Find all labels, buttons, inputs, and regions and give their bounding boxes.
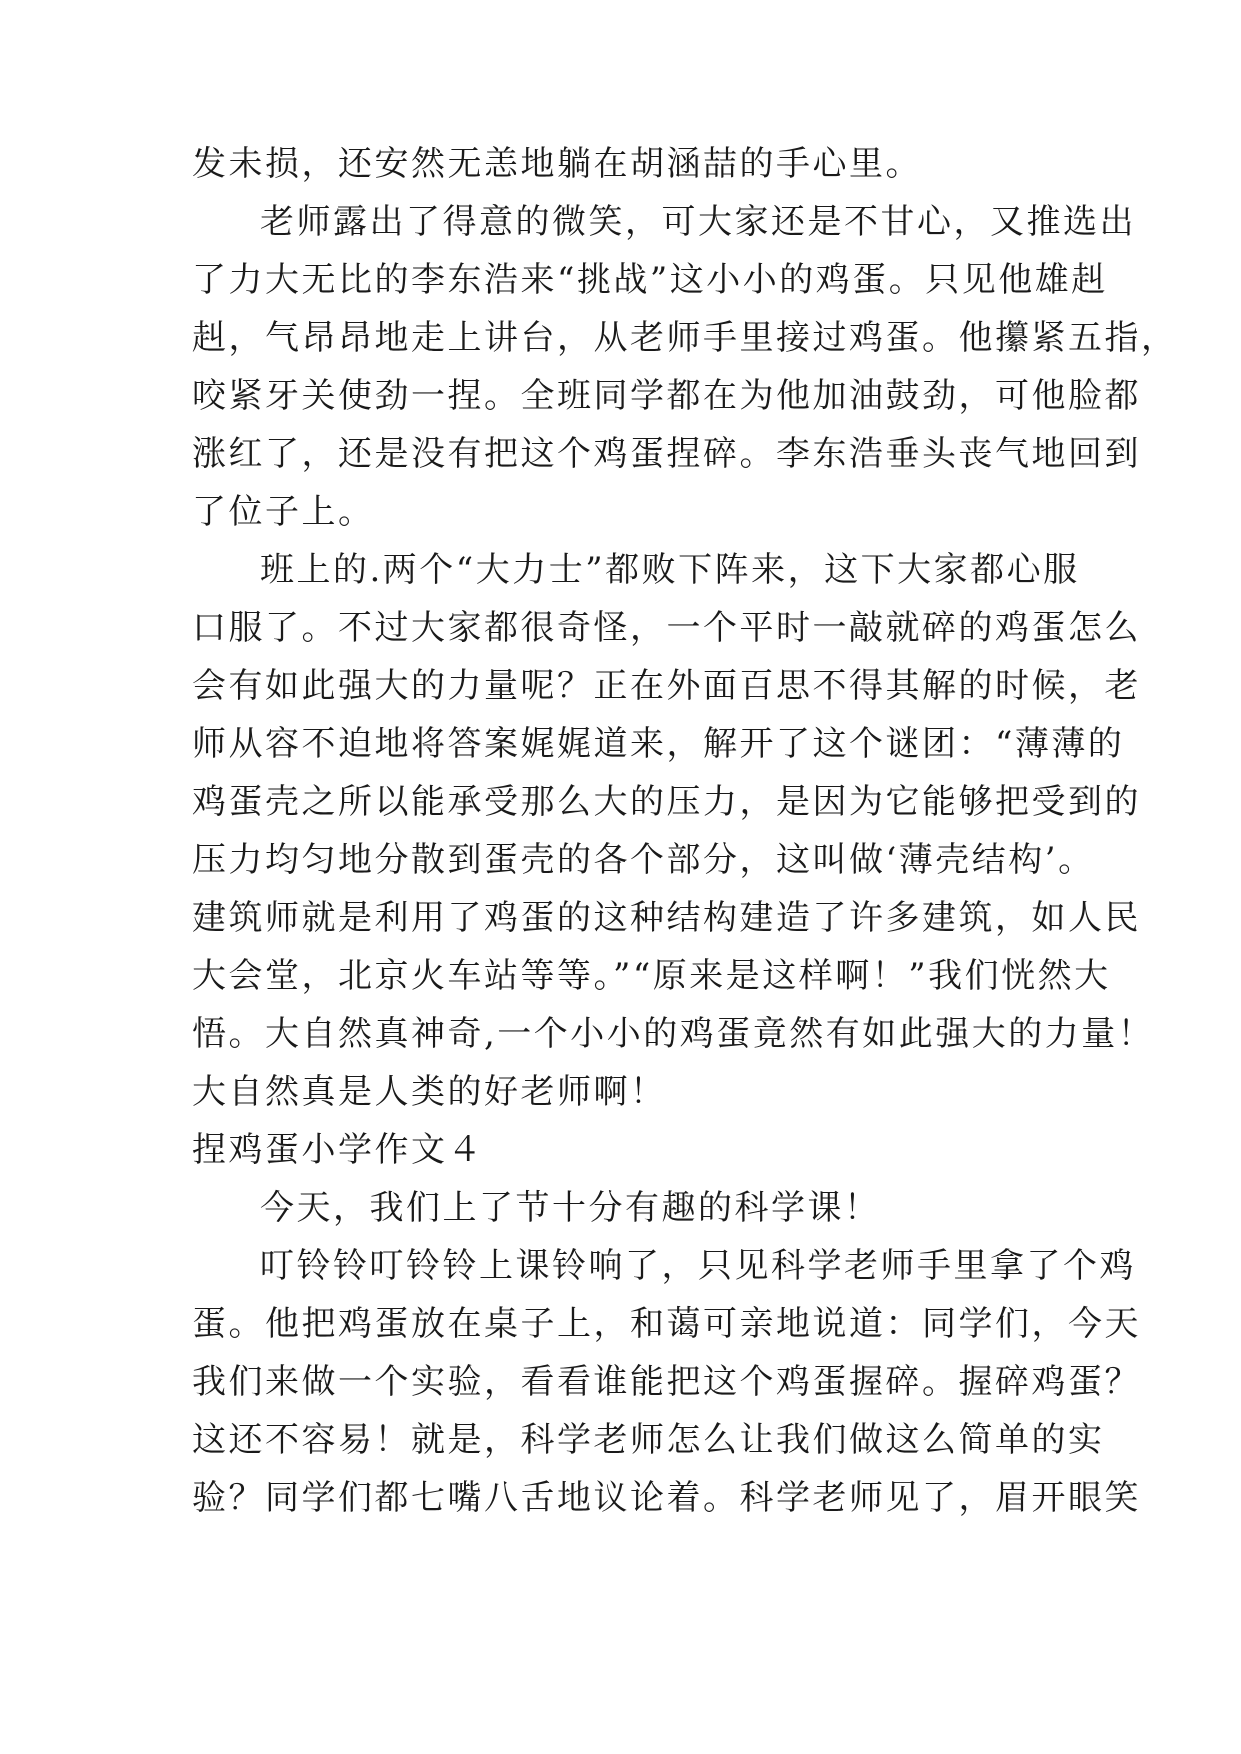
text-line: 咬紧牙关使劲一捏。全班同学都在为他加油鼓劲，可他脸都 xyxy=(192,376,1141,416)
text-line: 师从容不迫地将答案娓娓道来，解开了这个谜团：“薄薄的 xyxy=(192,724,1125,764)
paragraph-start-line: 今天，我们上了节十分有趣的科学课！ xyxy=(260,1188,881,1228)
text-line: 了力大无比的李东浩来“挑战”这小小的鸡蛋。只见他雄赳 xyxy=(192,260,1108,300)
text-line: 蛋。他把鸡蛋放在桌子上，和蔼可亲地说道：同学们，今天 xyxy=(192,1304,1141,1344)
text-line: 大自然真是人类的好老师啊！ xyxy=(192,1072,667,1112)
section-heading: 捏鸡蛋小学作文４ xyxy=(192,1130,484,1170)
text-line: 赳，气昂昂地走上讲台，从老师手里接过鸡蛋。他攥紧五指， xyxy=(192,318,1178,358)
text-line: 我们来做一个实验，看看谁能把这个鸡蛋握碎。握碎鸡蛋？ xyxy=(192,1362,1141,1402)
text-line: 会有如此强大的力量呢？正在外面百思不得其解的时候，老 xyxy=(192,666,1141,706)
paragraph-start-line: 老师露出了得意的微笑，可大家还是不甘心，又推选出 xyxy=(260,202,1136,242)
text-line: 鸡蛋壳之所以能承受那么大的压力，是因为它能够把受到的 xyxy=(192,782,1141,822)
text-line: 这还不容易！就是，科学老师怎么让我们做这么简单的实 xyxy=(192,1420,1105,1460)
text-line: 发未损，还安然无恙地躺在胡涵喆的手心里。 xyxy=(192,144,922,184)
text-line: 悟。大自然真神奇,一个小小的鸡蛋竟然有如此强大的力量！ xyxy=(192,1014,1155,1054)
paragraph-start-line: 班上的.两个“大力士”都败下阵来，这下大家都心服 xyxy=(260,550,1080,590)
text-line: 了位子上。 xyxy=(192,492,375,532)
paragraph-start-line: 叮铃铃叮铃铃上课铃响了，只见科学老师手里拿了个鸡 xyxy=(260,1246,1136,1286)
text-line: 压力均匀地分散到蛋壳的各个部分，这叫做‘薄壳结构’。 xyxy=(192,840,1095,880)
text-line: 建筑师就是利用了鸡蛋的这种结构建造了许多建筑，如人民 xyxy=(192,898,1141,938)
text-line: 涨红了，还是没有把这个鸡蛋捏碎。李东浩垂头丧气地回到 xyxy=(192,434,1141,474)
text-line: 口服了。不过大家都很奇怪，一个平时一敲就碎的鸡蛋怎么 xyxy=(192,608,1141,648)
text-line: 验？同学们都七嘴八舌地议论着。科学老师见了，眉开眼笑 xyxy=(192,1478,1141,1518)
text-line: 大会堂，北京火车站等等。”“原来是这样啊！”我们恍然大 xyxy=(192,956,1111,996)
